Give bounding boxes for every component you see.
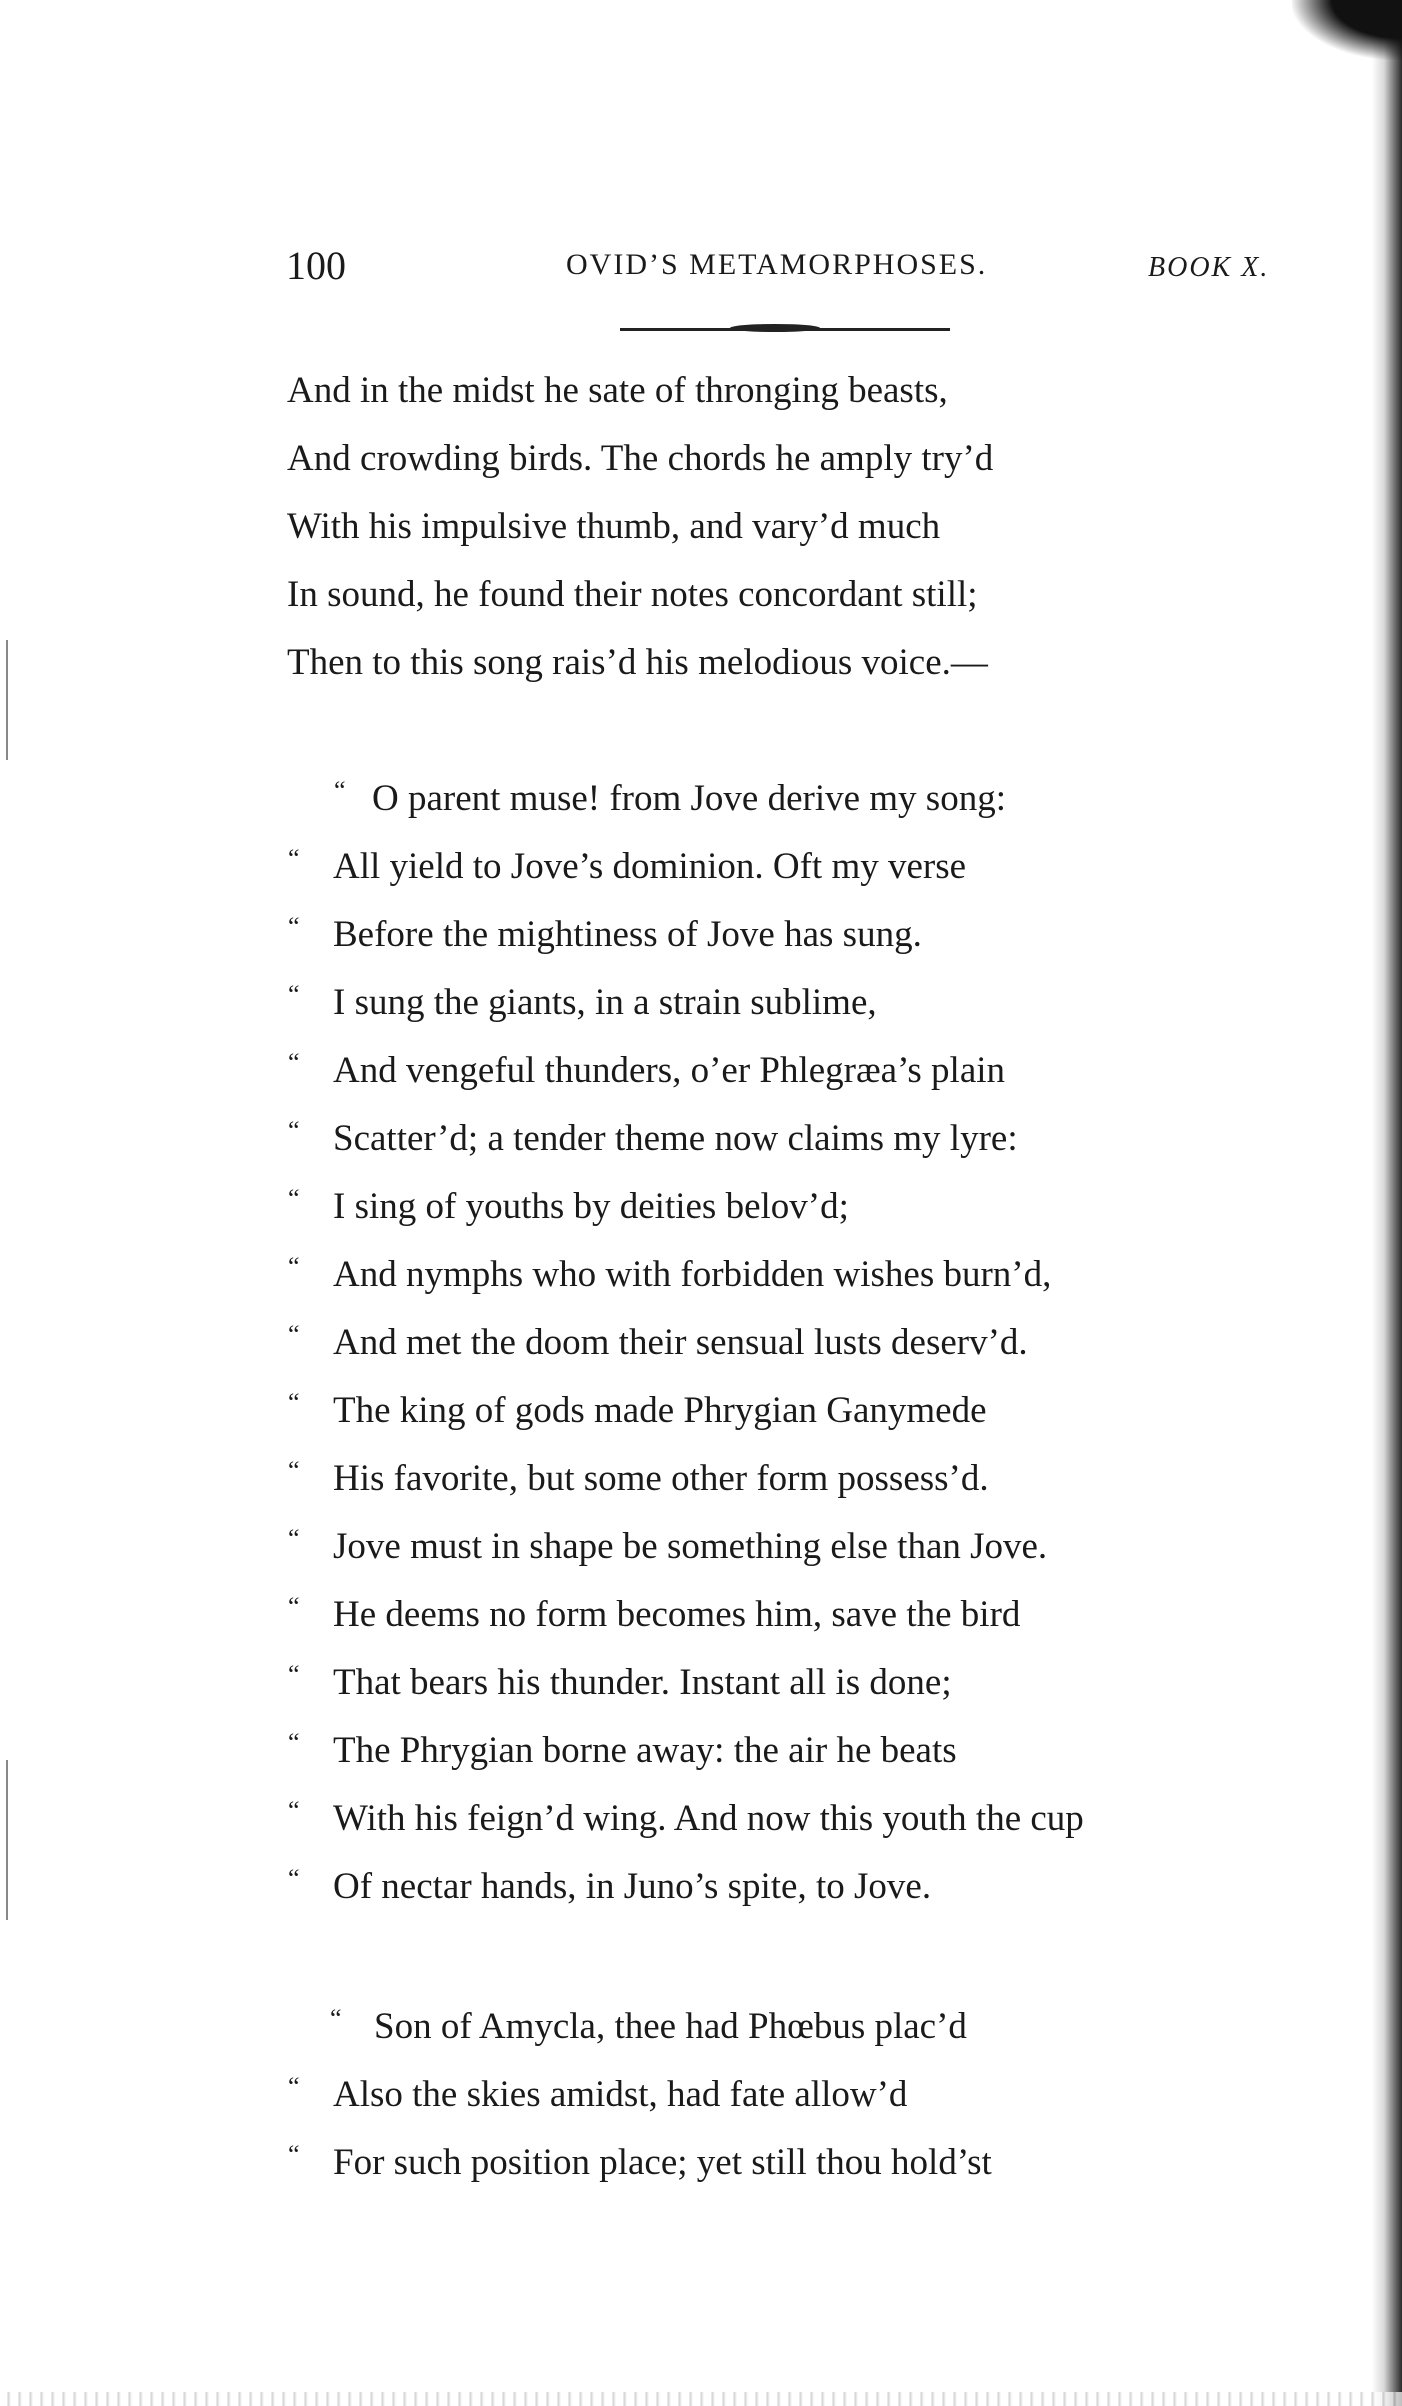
quote-mark: “ (288, 1728, 300, 1757)
quote-mark: “ (288, 2072, 300, 2101)
quote-mark: “ (288, 1456, 300, 1485)
poem-line: Jove must in shape be something else than Jove. (333, 1526, 1048, 1567)
poem-line: Scatter’d; a tender theme now claims my lyre: (333, 1118, 1018, 1159)
page-header (286, 242, 1296, 298)
poem-line: That bears his thunder. Instant all is done; (333, 1662, 952, 1703)
quote-mark: “ (288, 1660, 300, 1689)
poem-line: The king of gods made Phrygian Ganymede (333, 1390, 987, 1431)
running-title: OVID’S METAMORPHOSES. (566, 248, 988, 281)
quote-mark: “ (288, 2140, 300, 2169)
margin-mark (6, 640, 8, 760)
quote-mark: “ (330, 2004, 342, 2033)
quote-mark: “ (288, 1592, 300, 1621)
poem-line: And crowding birds. The chords he amply try’d (287, 438, 994, 479)
quote-mark: “ (288, 844, 300, 873)
poem-line: All yield to Jove’s dominion. Oft my verse (333, 846, 967, 887)
quote-mark: “ (288, 1252, 300, 1281)
quote-mark: “ (288, 1388, 300, 1417)
quote-mark: “ (288, 1184, 300, 1213)
book-label: BOOK X. (1148, 252, 1270, 283)
poem-line: I sung the giants, in a strain sublime, (333, 982, 877, 1023)
quote-mark: “ (288, 1524, 300, 1553)
poem-line: Of nectar hands, in Juno’s spite, to Jove. (333, 1866, 932, 1907)
poem-line: I sing of youths by deities belov’d; (333, 1186, 849, 1227)
poem-line: And in the midst he sate of thronging beasts, (287, 370, 948, 411)
quote-mark: “ (288, 1116, 300, 1145)
poem-line: Then to this song rais’d his melodious voice.— (287, 642, 988, 683)
poem-line: In sound, he found their notes concordant still; (287, 574, 978, 615)
quote-mark: “ (288, 1048, 300, 1077)
quote-mark: “ (288, 1320, 300, 1349)
poem-line: His favorite, but some other form possess’d. (333, 1458, 989, 1499)
quote-mark: “ (288, 1796, 300, 1825)
poem-line: The Phrygian borne away: the air he beats (333, 1730, 957, 1771)
quote-mark: “ (288, 980, 300, 1009)
poem-line: He deems no form becomes him, save the bird (333, 1594, 1021, 1635)
poem-line: And nymphs who with forbidden wishes burn’d, (333, 1254, 1052, 1295)
margin-mark (6, 1760, 8, 1920)
page-bottom-edge (0, 2392, 1402, 2406)
poem-line: Son of Amycla, thee had Phœbus plac’d (374, 2006, 967, 2047)
poem-line: For such position place; yet still thou hold’st (333, 2142, 992, 2183)
poem-line: Before the mightiness of Jove has sung. (333, 914, 922, 955)
quote-mark: “ (288, 1864, 300, 1893)
poem-line: With his impulsive thumb, and vary’d much (287, 506, 941, 547)
poem-line: And vengeful thunders, o’er Phlegræa’s plain (333, 1050, 1006, 1091)
poem-line: O parent muse! from Jove derive my song: (372, 778, 1006, 819)
quote-mark: “ (334, 776, 346, 805)
poem-line: Also the skies amidst, had fate allow’d (333, 2074, 908, 2115)
quote-mark: “ (288, 912, 300, 941)
page-corner-shadow (1292, 0, 1402, 60)
page-number: 100 (286, 243, 346, 288)
page-edge-shadow (1372, 0, 1402, 2406)
poem-line: With his feign’d wing. And now this youth the cup (333, 1798, 1084, 1839)
header-rule-ornament (730, 324, 820, 332)
poem-line: And met the doom their sensual lusts deserv’d. (333, 1322, 1028, 1363)
